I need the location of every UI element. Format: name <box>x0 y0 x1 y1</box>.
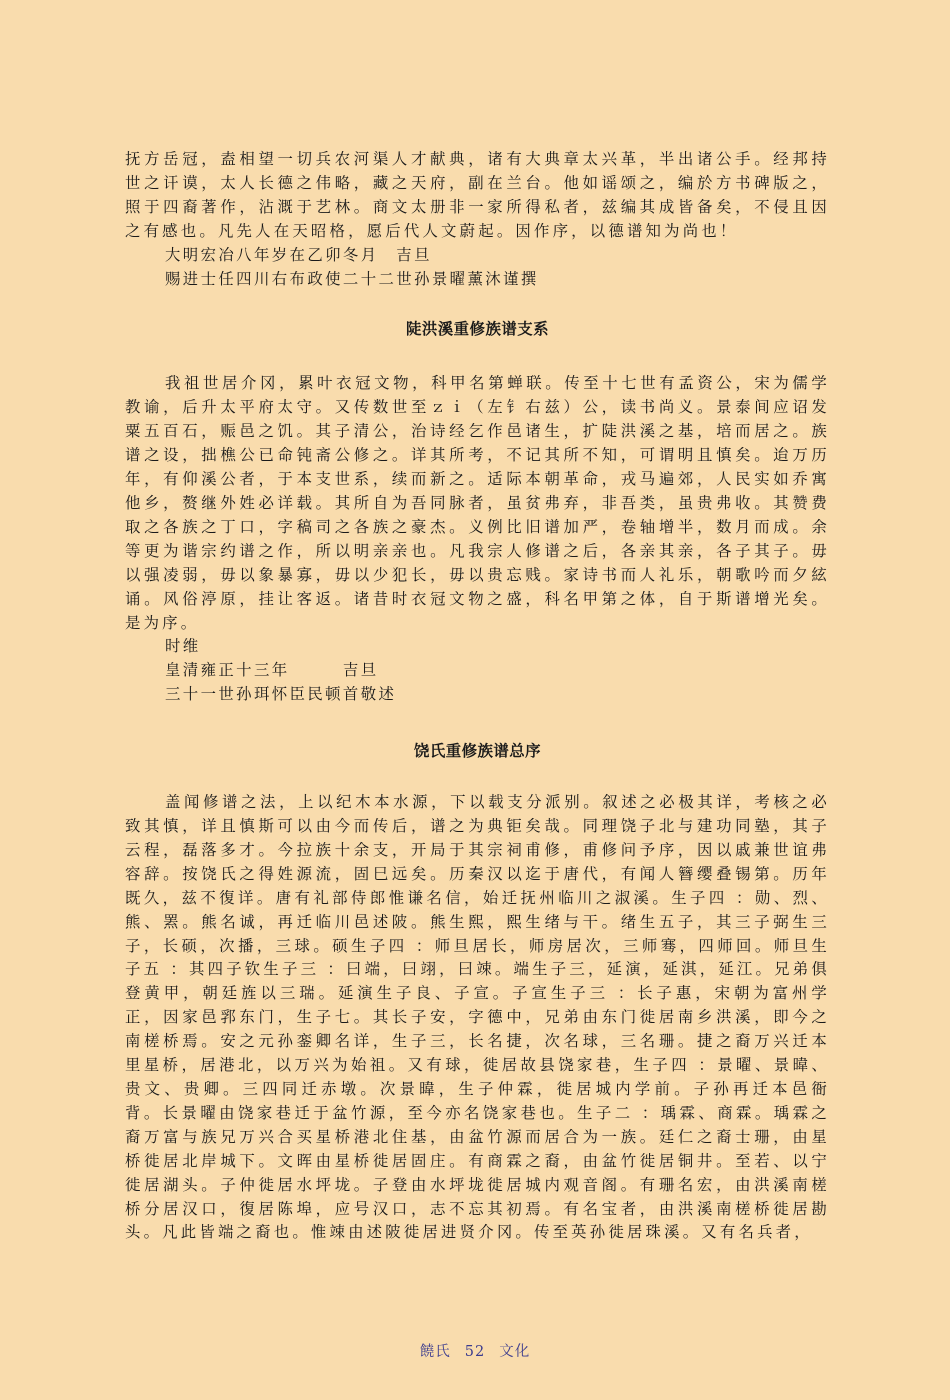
section-title-luhongxi: 陡洪溪重修族谱支系 <box>405 320 550 339</box>
preface-date-line: 大明宏冶八年岁在乙卯冬月 吉旦 <box>165 245 432 264</box>
preface-paragraph-end: 抚方岳冠，盍相望一切兵农河渠人才献典，诸有大典章太兴革，半出诸公手。经邦持世之讦谟，太人长德之伟略，藏之天府，副在兰台。他如谣颂之，编於方书碑版之，照于四裔著作，沾溉于艺林。商文太册非一家所得私者，兹编其成皆备矣，不侵且因之有感也。凡先人在天昭格，愿后代人文蔚起。因作序，以德谱知为尚也！ <box>125 150 830 240</box>
raoshi-paragraph: 盖闻修谱之法，上以纪木本水源，下以载支分派别。叙述之必极其详，考核之必致其慎，详且慎斯可以由今而传后，谱之为典钜矣哉。同理饶子北与建功同塾，其子云程，磊落多才。今拉族十余支，开局于其宗祠甫修，甫修问予序，因以戚兼世谊弗容辞。按饶氏之得姓源流，固巳远矣。历秦汉以迄于唐代，有闻人簪缨叠锡第。历年既久，兹不復详。唐有礼部侍郎惟谦名信，始迁抚州临川之淑溪。生子四 ：勋、烈、熊、罴。熊名诚，再迁临川邑述陂。熊生熙，熙生绪与干。绪生五子，其三子弼生三子，长硕，次播，三球。硕生子四 ：师旦居长，师房居次，三师骞，四师回。师旦生子五 ：其四子钦生子三 ：曰端，曰翊，曰竦。端生子三，延演，延淇，延江。兄弟俱登黄甲，朝廷旌以三瑞。延演生子良、子宣。子宣生子三 ：长子惠，宋朝为富州学正，因家邑郛东门，生子七。其长子安，字德中，兄弟由东门徙居南乡洪溪，即今之南槎桥焉。安之元孙銮卿名详，生子三，长名捷，次名球，三名珊。捷之裔万兴迁本里星桥，居港北，以万兴为始祖。又有球，徙居故县饶家巷，生子四 ：景曜、景暐、贵文、贵卿。三四同迁赤墩。次景暐，生子仲霖，徙居城内学前。子孙再迁本邑衙背。长景曜由饶家巷迁于盆竹源，至今亦名饶家巷也。生子二 ：瑀霖、商霖。瑀霖之裔万富与族兄万兴合买星桥港北住基，由盆竹源而居合为一族。廷仁之裔士珊，由星桥徙居北岸城下。文晖由星桥徙居固庄。有商霖之裔，由盆竹徙居铜井。至若、以宁徙居湖头。子仲徙居水坪垅。子登由水坪垅徙居城内观音阁。有珊名宏，由洪溪南槎桥分居汉口，復居陈埠，应号汉口，志不忘其初焉。有名宝者，由洪溪南槎桥徙居勘头。凡此皆端之裔也。惟竦由述陂徙居进贤介冈。传至英孙徙居珠溪。又有名兵者， <box>125 793 830 1242</box>
luhongxi-author-line: 三十一世孙珥怀臣民顿首敬述 <box>165 685 397 704</box>
document-body <box>125 148 830 1245</box>
page-number: 52 <box>464 1344 486 1360</box>
footer-left-label: 饒氏 <box>419 1344 451 1360</box>
preface-author-line: 赐进士任四川右布政使二十二世孙景曜薰沐谨撰 <box>165 269 539 288</box>
luhongxi-date-line: 皇清雍正十三年 吉旦 <box>165 661 379 680</box>
page-footer <box>0 1340 950 1361</box>
section-title-raoshi: 饶氏重修族谱总序 <box>413 742 542 761</box>
luhongxi-paragraph: 我祖世居介冈，累叶衣冠文物，科甲名第蝉联。传至十七世有孟资公，宋为儒学教谕，后升太平府太守。又传数世至ｚｉ（左钅右兹）公，读书尚义。景泰间应诏发粟五百石，赈邑之饥。其子清公，治诗经乞作邑诸生，扩陡洪溪之基，培而居之。族谱之设，拙樵公已命钝斋公修之。详其所考，不记其所不知，可谓明且慎矣。迨万历年，有仰溪公者，于本支世系，续而新之。适际本朝革命，戎马遍郊，人民实如乔寓他乡，赘继外姓必详载。其所自为吾同脉者，虽贫弗弃，非吾类，虽贵弗收。其赞费取之各族之丁口，字稿司之各族之豪杰。义例比旧谱加严，卷轴增半，数月而成。余等更为谐宗约谱之作，所以明亲亲也。凡我宗人修谱之后，各亲其亲，各子其子。毋以强凌弱，毋以象暴寡，毋以少犯长，毋以贵忘贱。家诗书而人礼乐，朝歌吟而夕絃诵。风俗渟原，挂让客返。诸昔时衣冠文物之盛，科名甲第之体，自于斯谱增光矣。是为序。 <box>125 374 830 632</box>
luhongxi-shiwei-line: 时维 <box>165 637 201 656</box>
footer-right-label: 文化 <box>499 1344 531 1360</box>
